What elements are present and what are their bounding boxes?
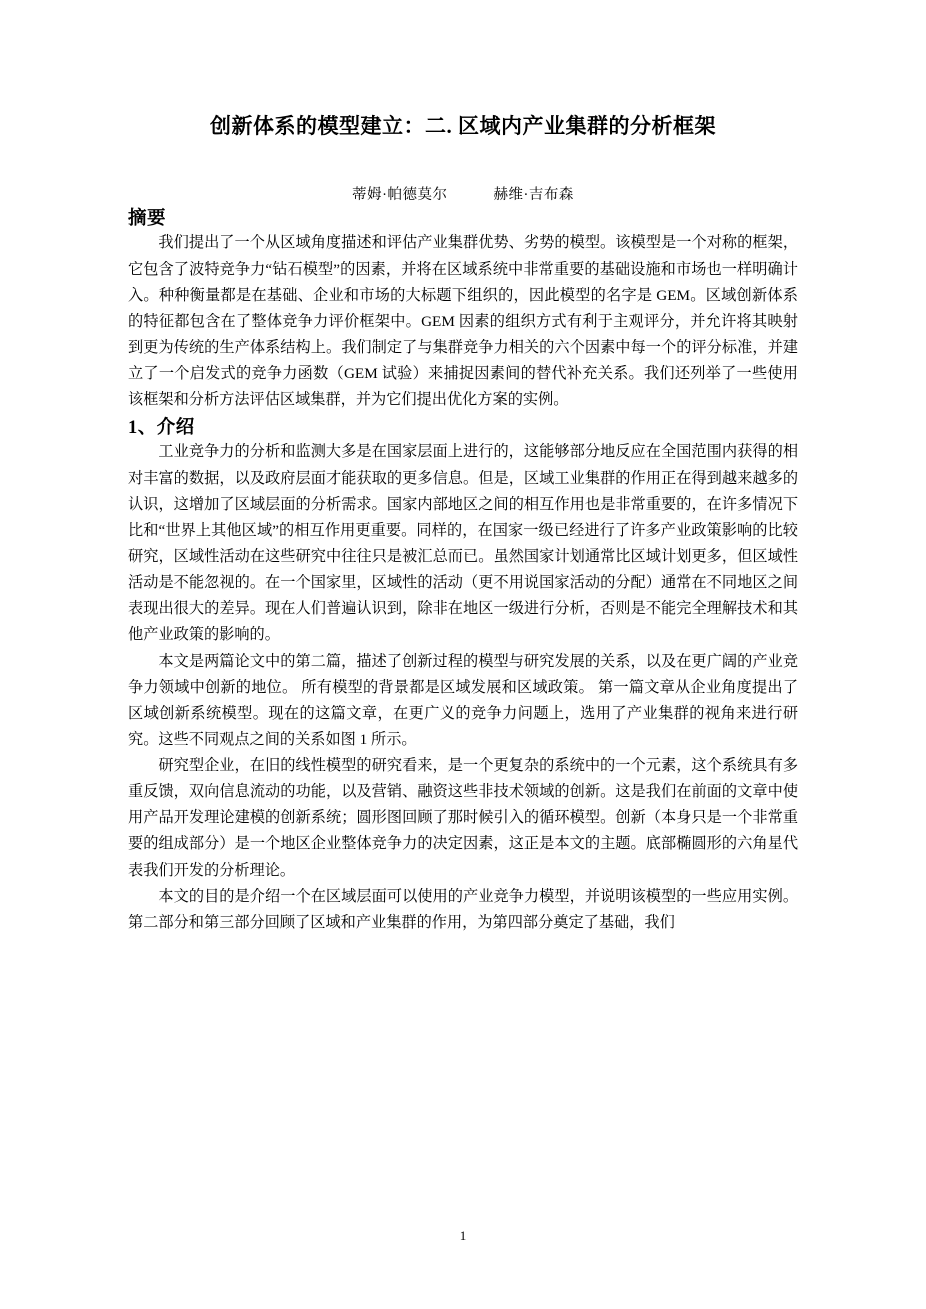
- author-second: 赫维·吉布森: [493, 187, 574, 204]
- introduction-paragraph-4: 本文的目的是介绍一个在区域层面可以使用的产业竞争力模型，并说明该模型的一些应用实例。第二部分和第三部分回顾了区域和产业集群的作用，为第四部分奠定了基础，我们: [128, 887, 798, 931]
- page-number: 1: [459, 1228, 467, 1243]
- page-title: 创新体系的模型建立：二. 区域内产业集群的分析框架: [210, 114, 716, 138]
- abstract-paragraph: 我们提出了一个从区域角度描述和评估产业集群优势、劣势的模型。该模型是一个对称的框架，它包含了波特竞争力“钻石模型”的因素，并将在区域系统中非常重要的基础设施和市场也一样明确计入。种种衡量都是在基础、企业和市场的大标题下组织的，因此模型的名字是 GEM。区域创新体系的特征都包含在了整体竞争力评价框架中。GEM 因素的组织方式有利于主观评分，并允许将其映射到更为传统的生产体系结构上。我们制定了与集群竞争力相关的六个因素中每一个的评分标准，并建立了一个启发式的竞争力函数（GEM 试验）来捕捉因素间的替代补充关系。我们还列举了一些使用该框架和分析方法评估区域集群，并为它们提出优化方案的实例。: [128, 234, 798, 409]
- author-line: [128, 183, 798, 204]
- introduction-paragraph-2: 本文是两篇论文中的第二篇，描述了创新过程的模型与研究发展的关系，以及在更广阔的产业竞争力领域中创新的地位。 所有模型的背景都是区域发展和区域政策。 第一篇文章从企业角度提出了区域创新系统模型。现在的这篇文章，在更广义的竞争力问题上，选用了产业集群的视角来进行研究。这些不同观点之间的关系如图 1 所示。: [128, 652, 798, 748]
- abstract-heading: 摘要: [128, 209, 167, 230]
- introduction-heading: 1、介绍: [128, 418, 195, 439]
- introduction-paragraph-1: 工业竞争力的分析和监测大多是在国家层面上进行的，这能够部分地反应在全国范围内获得的相对丰富的数据，以及政府层面才能获取的更多信息。但是，区域工业集群的作用正在得到越来越多的认识，这增加了区域层面的分析需求。国家内部地区之间的相互作用也是非常重要的，在许多情况下比和“世界上其他区域”的相互作用更重要。同样的，在国家一级已经进行了许多产业政策影响的比较研究，区域性活动在这些研究中往往只是被汇总而已。虽然国家计划通常比区域计划更多，但区域性活动是不能忽视的。在一个国家里，区域性的活动（更不用说国家活动的分配）通常在不同地区之间表现出很大的差异。现在人们普遍认识到，除非在地区一级进行分析，否则是不能完全理解技术和其他产业政策的影响的。: [128, 443, 798, 644]
- page-content: [128, 0, 798, 936]
- introduction-paragraph-3: 研究型企业，在旧的线性模型的研究看来，是一个更复杂的系统中的一个元素，这个系统具有多重反馈，双向信息流动的功能，以及营销、融资这些非技术领域的创新。这是我们在前面的文章中使用产品开发理论建模的创新系统；圆形图回顾了那时候引入的循环模型。创新（本身只是一个非常重要的组成部分）是一个地区企业整体竞争力的决定因素，这正是本文的主题。底部椭圆形的六角星代表我们开发的分析理论。: [128, 757, 798, 879]
- author-first: 蒂姆·帕德莫尔: [352, 187, 448, 204]
